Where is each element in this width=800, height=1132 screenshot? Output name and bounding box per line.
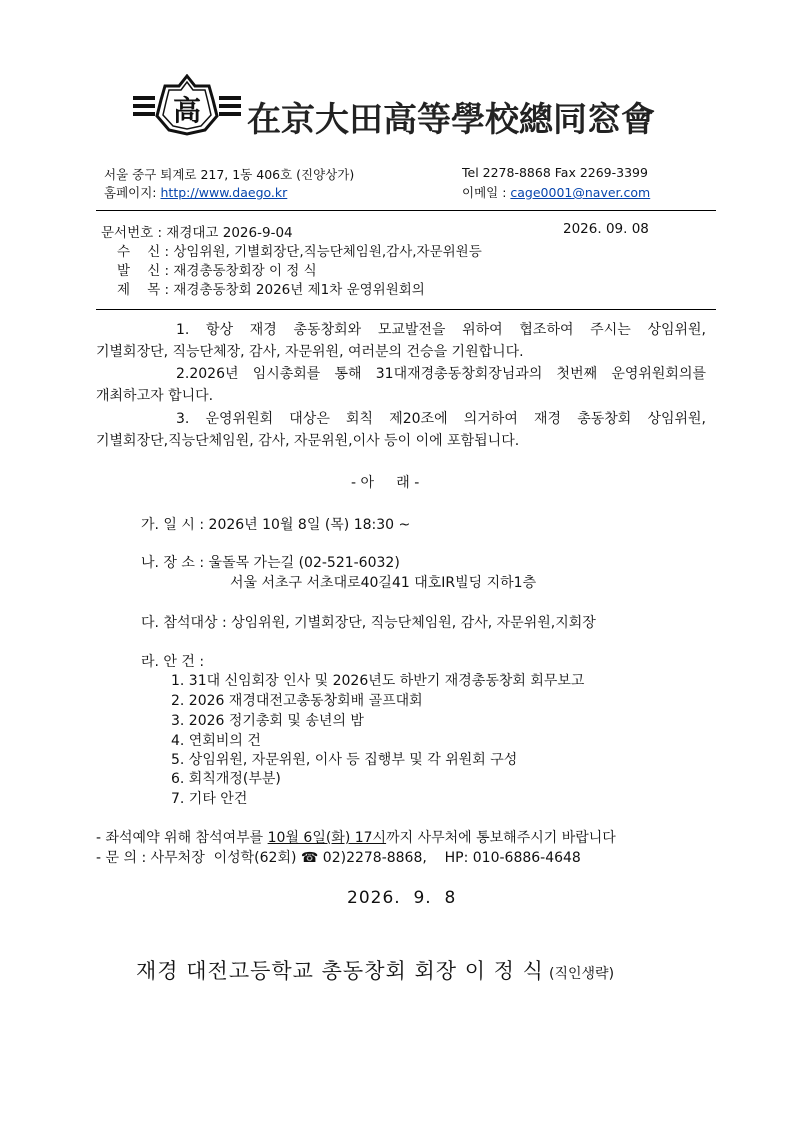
subject: 제 목 : 재경총동창회 2026년 제1차 운영위원회의 [117,282,425,298]
paragraph-1-line-1: 1. 항상 재경 총동창회와 모교발전을 위하여 협조하여 주시는 상임위원, [176,322,706,338]
sender: 발 신 : 재경총동창회장 이 정 식 [117,263,317,279]
document-number: 문서번호 : 재경대고 2026-9-04 [101,225,293,241]
email-link[interactable]: cage0001@naver.com [510,185,651,200]
agenda-item: 4. 연회비의 건 [171,733,261,749]
tel-fax: Tel 2278-8868 Fax 2269-3399 [462,165,648,180]
paragraph-2-line-2: 개최하고자 합니다. [96,388,214,404]
agenda-item: 7. 기타 안건 [171,791,248,807]
signature: 재경 대전고등학교 총동창회 회장 이 정 식 [136,959,544,983]
rsvp-note-post: 까지 사무처에 통보해주시기 바랍니다 [386,830,616,846]
email [462,183,650,201]
svg-text:高: 高 [172,94,202,127]
school-logo-icon [133,74,241,136]
address: 서울 중구 퇴계로 217, 1동 406호 (진양상가) [104,167,355,182]
document-date: 2026. 09. 08 [563,221,649,237]
organization-name: 在京大田高等學校總同窓會 [247,100,655,140]
paragraph-3-line-2: 기별회장단,직능단체임원, 감사, 자문위원,이사 등이 이에 포함됩니다. [96,433,520,449]
recipient: 수 신 : 상임위원, 기별회장단,직능단체임원,감사,자문위원등 [117,244,482,260]
agenda-heading: 라. 안 건 : [141,654,205,670]
contact-note: - 문 의 : 사무처장 이성학(62회) ☎ 02)2278-8868, HP: 010-6886-4648 [96,850,581,866]
attendees: 다. 참석대상 : 상임위원, 기별회장단, 직능단체임원, 감사, 자문위원,지회장 [141,615,596,631]
meeting-place: 나. 장 소 : 울돌목 가는길 (02-521-6032) [141,555,400,571]
paragraph-3-line-1: 3. 운영위원회 대상은 회칙 제20조에 의거하여 재경 총동창회 상임위원, [176,411,706,427]
rsvp-deadline: 10월 6일(화) 17시 [267,830,387,846]
homepage-link[interactable]: http://www.daego.kr [160,185,288,200]
agenda-item: 2. 2026 재경대전고총동창회배 골프대회 [171,693,423,709]
homepage-label: 홈페이지: [104,185,161,200]
footer-date: 2026. 9. 8 [347,888,457,908]
meeting-date: 가. 일 시 : 2026년 10월 8일 (목) 18:30 ~ [141,517,411,533]
seal-note: (직인생략) [549,966,615,982]
agenda-item: 6. 회칙개정(부분) [171,771,281,787]
meeting-place-address: 서울 서초구 서초대로40길41 대호IR빌딩 지하1층 [230,575,537,591]
details-heading: - 아 래 - [351,475,420,491]
rsvp-note-pre: - 좌석예약 위해 참석여부를 [96,830,268,846]
email-label: 이메일 : [462,185,511,200]
paragraph-1-line-2: 기별회장단, 직능단체장, 감사, 자문위원, 여러분의 건승을 기원합니다. [96,344,524,360]
agenda-item: 1. 31대 신임회장 인사 및 2026년도 하반기 재경총동창회 회무보고 [171,673,585,689]
homepage [104,183,287,201]
agenda-item: 3. 2026 정기총회 및 송년의 밤 [171,713,364,729]
rsvp-note [96,827,616,847]
header-divider [96,210,716,211]
paragraph-2-line-1: 2.2026년 임시총회를 통해 31대재경총동창회장님과의 첫번째 운영위원회의를 [176,366,706,382]
meta-divider [96,309,716,310]
signature-line [136,955,614,985]
agenda-item: 5. 상임위원, 자문위원, 이사 등 집행부 및 각 위원회 구성 [171,752,518,768]
